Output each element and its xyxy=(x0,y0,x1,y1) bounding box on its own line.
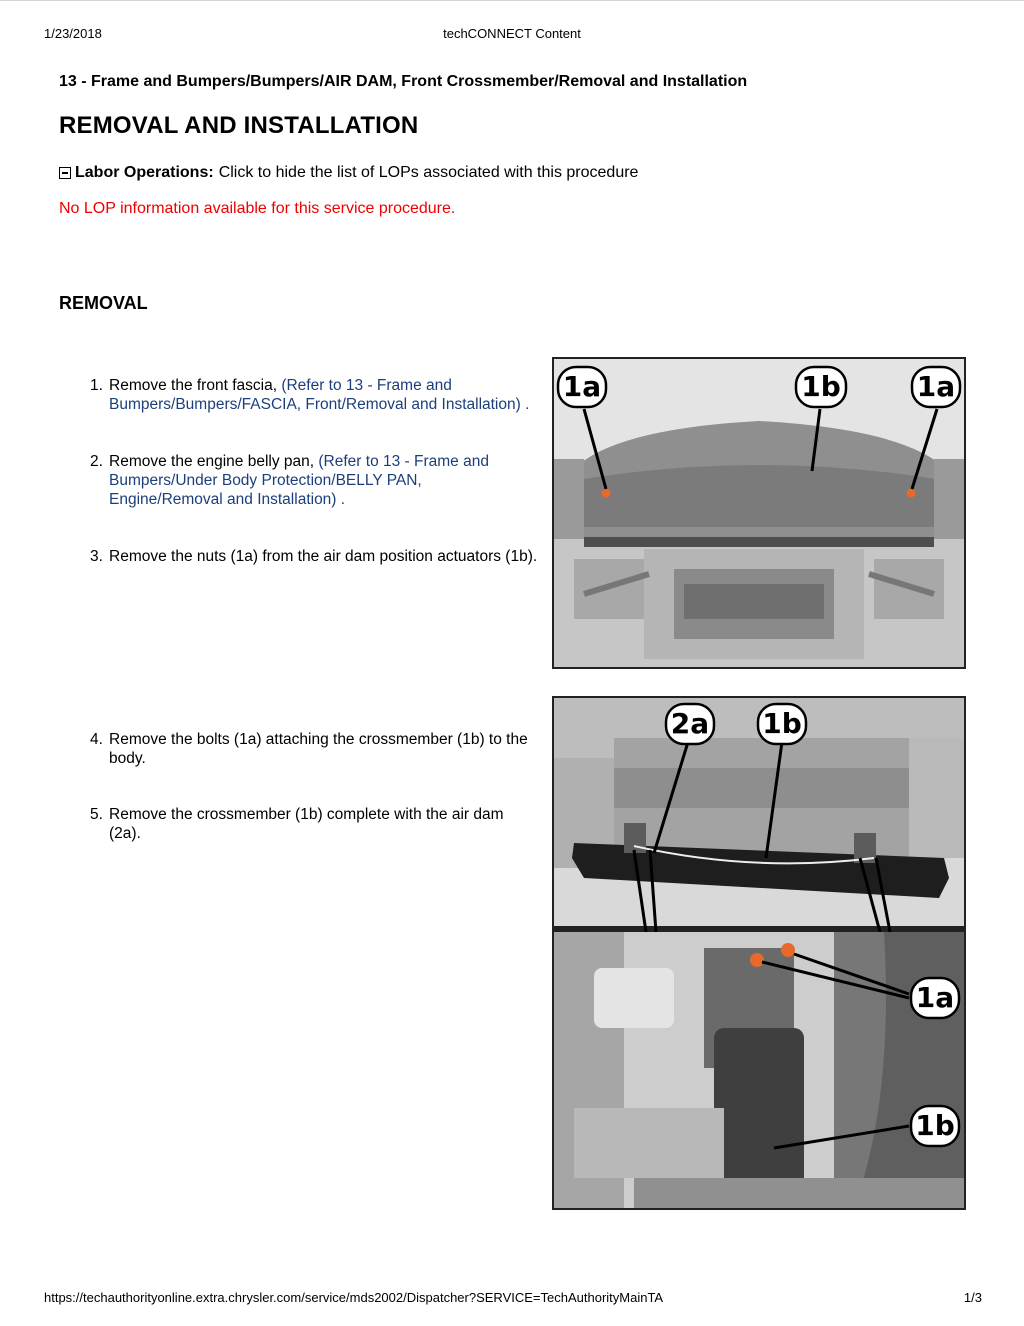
callout-1b-bottom xyxy=(911,1106,959,1146)
step-number: 4. xyxy=(90,731,103,748)
fastener-highlight xyxy=(907,489,916,498)
figure-air-dam-front xyxy=(552,357,966,669)
callout-1b xyxy=(796,367,846,407)
callout-1a-right xyxy=(912,367,960,407)
page-title: REMOVAL AND INSTALLATION xyxy=(59,112,419,139)
svg-text:1b: 1b xyxy=(915,1109,955,1142)
section-title-removal: REMOVAL xyxy=(59,293,148,313)
callout-1b-top xyxy=(758,704,806,744)
step-text: Remove the nuts (1a) from the air dam position actuators (1b). xyxy=(109,548,538,565)
step-5 xyxy=(90,805,539,843)
figure-crossmember xyxy=(552,696,966,1210)
svg-text:1a: 1a xyxy=(916,370,956,403)
step-4 xyxy=(90,730,539,768)
step-1 xyxy=(90,376,539,414)
step-number: 1. xyxy=(90,377,103,394)
svg-text:1b: 1b xyxy=(762,707,802,740)
callout-1a-left xyxy=(558,367,606,407)
step-reference-link[interactable]: (Refer to 13 - Frame and Bumpers/Bumpers/FASCIA, Front/Removal and Installation) . xyxy=(109,377,530,413)
step-text: Remove the front fascia, xyxy=(109,377,282,394)
labor-operations-toggle[interactable] xyxy=(59,164,638,182)
steps-list-2 xyxy=(90,730,539,843)
labor-operations-text[interactable]: Click to hide the list of LOPs associated with this procedure xyxy=(218,164,639,181)
step-number: 2. xyxy=(90,453,103,470)
fastener-highlight xyxy=(602,489,611,498)
svg-text:1a: 1a xyxy=(562,370,602,403)
svg-text:1b: 1b xyxy=(801,370,841,403)
step-text: Remove the bolts (1a) attaching the crossmember (1b) to the body. xyxy=(109,731,528,767)
svg-text:1a: 1a xyxy=(915,981,955,1014)
no-lop-message: No LOP information available for this service procedure. xyxy=(59,200,456,217)
print-date: 1/23/2018 xyxy=(44,26,102,41)
step-text: Remove the engine belly pan, xyxy=(109,453,319,470)
top-rule xyxy=(0,0,1024,1)
fastener-highlight xyxy=(781,943,795,957)
svg-text:2a: 2a xyxy=(670,707,710,740)
breadcrumb: 13 - Frame and Bumpers/Bumpers/AIR DAM, Front Crossmember/Removal and Installation xyxy=(59,73,748,90)
step-number: 5. xyxy=(90,806,103,823)
step-text: Remove the crossmember (1b) complete with the air dam (2a). xyxy=(109,806,504,842)
step-2 xyxy=(90,452,539,509)
callout-1a-bottom xyxy=(911,978,959,1018)
step-number: 3. xyxy=(90,548,103,565)
fastener-highlight xyxy=(750,953,764,967)
step-3 xyxy=(90,547,539,566)
steps-list-1 xyxy=(90,376,539,566)
collapse-minus-icon[interactable] xyxy=(59,167,71,179)
step-reference-link[interactable]: (Refer to 13 - Frame and Bumpers/Under Body Protection/BELLY PAN, Engine/Removal and Installation) . xyxy=(109,453,489,508)
footer-page-number: 1/3 xyxy=(963,1290,982,1305)
callout-2a xyxy=(666,704,714,744)
labor-operations-label: Labor Operations: xyxy=(75,164,214,181)
footer-url: https://techauthorityonline.extra.chrysler.com/service/mds2002/Dispatcher?SERVICE=TechAuthorityMainTA xyxy=(44,1290,664,1305)
print-header-title: techCONNECT Content xyxy=(443,26,581,41)
